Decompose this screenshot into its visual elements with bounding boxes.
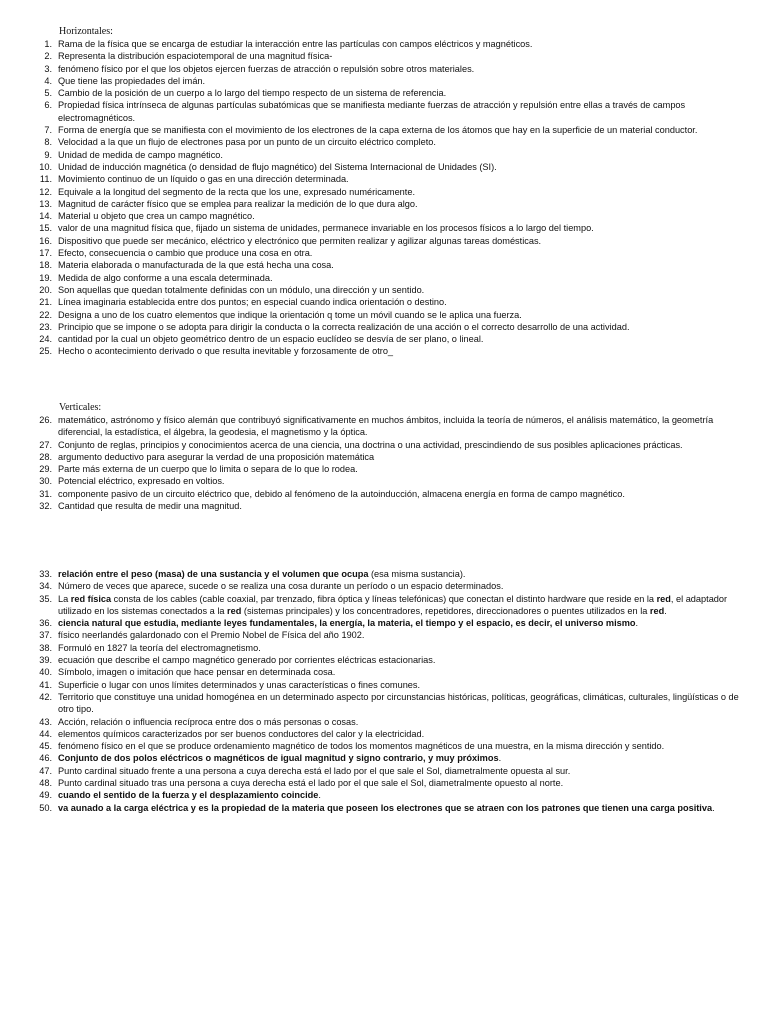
clue-item (0, 500, 768, 512)
clue-text: Movimiento continuo de un líquido o gas en una dirección determinada. (58, 174, 349, 185)
clue-number: 30. (39, 476, 52, 487)
horizontales-heading: Horizontales: (59, 26, 113, 37)
clue-item (0, 247, 768, 259)
clue-text: Efecto, consecuencia o cambio que produce una cosa en otra. (58, 248, 313, 259)
clue-text: argumento deductivo para asegurar la verdad de una proposición matemática (58, 451, 375, 462)
additional-clues-list (0, 568, 768, 814)
clue-text: elementos químicos caracterizados por ser buenos conductores del calor y la electricidad. (58, 728, 425, 739)
clue-text: Número de veces que aparece, sucede o se realiza una cosa durante un período o un espacio determinados. (58, 581, 504, 592)
clue-number: 35. (39, 593, 52, 604)
clue-item (0, 87, 768, 99)
clue-number: 24. (39, 334, 52, 345)
clue-number: 37. (39, 630, 52, 641)
clue-item (0, 321, 768, 333)
clue-item (0, 99, 768, 124)
clue-number: 38. (39, 642, 52, 653)
clue-item (0, 272, 768, 284)
clue-text: matemático, astrónomo y físico alemán que contribuyó significativamente en muchos ámbitos, incluida la teoría de números, el análisis matemático, la geometría diferencial, la estadística, el álgebra, la geodesia, el magnetismo y la óptica. (58, 415, 714, 438)
clue-number: 48. (39, 778, 52, 789)
clue-item (0, 679, 768, 691)
clue-number: 12. (39, 186, 52, 197)
clue-number: 14. (39, 211, 52, 222)
clue-text-bold: va aunado a la carga eléctrica y es la propiedad de la materia que poseen los electrones que se atraen con los patrones que tienen una carga positiva (58, 802, 713, 813)
clue-item (0, 75, 768, 87)
clue-item (0, 654, 768, 666)
clue-item (0, 691, 768, 716)
clue-number: 44. (39, 728, 52, 739)
clue-number: 50. (39, 802, 52, 813)
additional-clues-section (0, 568, 768, 814)
clue-text: Materia elaborada o manufacturada de la que está hecha una cosa. (58, 260, 334, 271)
clue-item (0, 414, 768, 439)
clue-text: Designa a uno de los cuatro elementos que indique la orientación q tome un móvil cuando se le aplica una fuerza. (58, 309, 522, 320)
clue-number: 27. (39, 439, 52, 450)
clue-number: 8. (44, 137, 52, 148)
clue-item (0, 284, 768, 296)
clue-item (0, 222, 768, 234)
clue-text-bold: cuando el sentido de la fuerza y el desplazamiento coincide (58, 790, 319, 801)
clue-item (0, 124, 768, 136)
clue-number: 15. (39, 223, 52, 234)
clue-text: Equivale a la longitud del segmento de la recta que los une, expresado numéricamente. (58, 186, 416, 197)
clue-text: Territorio que constituye una unidad homogénea en un determinado aspecto por circunstancias históricas, políticas, geográficas, climáticas, culturales, lingüísticas o de otro tipo. (58, 691, 739, 715)
clue-text: Representa la distribución espaciotemporal de una magnitud física- (58, 51, 333, 62)
clue-item (0, 439, 768, 451)
clue-text: Que tiene las propiedades del imán. (58, 75, 206, 86)
clue-text-bold: red (227, 605, 242, 616)
clue-number: 19. (39, 272, 52, 283)
clue-item (0, 345, 768, 357)
clue-number: 42. (39, 691, 52, 702)
clue-number: 33. (39, 569, 52, 579)
clue-text: Rama de la física que se encarga de estudiar la interacción entre las partículas con campos eléctricos y magnéticos. (58, 39, 533, 49)
clue-text: Material u objeto que crea un campo magnético. (58, 211, 255, 222)
clue-text: , el adaptador utilizado en los sistemas conectados a la (58, 593, 728, 616)
clue-text: Medida de algo conforme a una escala determinada. (58, 272, 273, 283)
clue-item (0, 765, 768, 777)
clue-number: 1. (44, 39, 52, 49)
clue-item (0, 617, 768, 629)
clue-item (0, 309, 768, 321)
clue-text: Principio que se impone o se adopta para dirigir la conducta o la correcta realización de una acción o el correcto desarrollo de una actividad. (58, 321, 630, 332)
clue-text: Hecho o acontecimiento derivado o que resulta inevitable y forzosamente de otro_ (58, 346, 394, 357)
clue-item (0, 333, 768, 345)
clue-number: 7. (44, 125, 52, 136)
clue-item (0, 629, 768, 641)
clue-number: 4. (44, 75, 52, 86)
clue-number: 32. (39, 501, 52, 512)
clue-text: Unidad de medida de campo magnético. (58, 149, 223, 160)
clue-item (0, 463, 768, 475)
clue-item (0, 210, 768, 222)
horizontales-section (0, 26, 768, 358)
clue-number: 46. (39, 753, 52, 764)
clue-text: Superficie o lugar con unos límites determinados y unas características o fines comunes. (58, 679, 421, 690)
clue-item (0, 475, 768, 487)
clue-item (0, 580, 768, 592)
clue-item (0, 752, 768, 764)
clue-number: 36. (39, 618, 52, 629)
clue-item (0, 38, 768, 50)
clue-item (0, 728, 768, 740)
clue-text: consta de los cables (cable coaxial, par trenzado, fibra óptica y líneas telefónicas) que conectan el distinto hardware que reside en la (111, 593, 657, 604)
clue-item (0, 451, 768, 463)
clue-item (0, 149, 768, 161)
clue-text: componente pasivo de un circuito eléctrico que, debido al fenómeno de la autoinducción, almacena energía en forma de campo magnético. (58, 488, 625, 499)
clue-text: . (712, 802, 715, 813)
clue-item (0, 740, 768, 752)
clue-text: Formuló en 1827 la teoría del electromagnetismo. (58, 642, 261, 653)
clue-number: 2. (44, 51, 52, 62)
clue-text-bold: ciencia natural que estudia, mediante leyes fundamentales, la energía, la materia, el tiempo y el espacio, es decir, el universo mismo (58, 618, 636, 629)
clue-number: 16. (39, 235, 52, 246)
clue-item (0, 642, 768, 654)
clue-number: 22. (39, 309, 52, 320)
clue-number: 3. (44, 63, 52, 74)
clue-text: Forma de energía que se manifiesta con el movimiento de los electrones de la capa externa de los átomos que hay en la superficie de un material conductor. (58, 125, 698, 136)
clue-text: fenómeno físico en el que se produce ordenamiento magnético de todos los momentos magnéticos de una muestra, en la misma dirección y sentido. (58, 741, 665, 752)
clue-text: Propiedad física intrínseca de algunas partículas subatómicas que se manifiesta mediante fuerzas de atracción y repulsión entre ellas a través de campos electromagnéticos. (58, 100, 686, 123)
clue-item (0, 777, 768, 789)
clue-number: 45. (39, 741, 52, 752)
clue-text: Línea imaginaria establecida entre dos puntos; en especial cuando indica orientación o destino. (58, 297, 447, 308)
clue-text-bold: red (649, 605, 665, 616)
clue-number: 17. (39, 248, 52, 259)
clue-text: (sistemas principales) y los concentradores, repetidores, direccionadores o puentes utilizados en la (241, 605, 650, 616)
clue-text: (esa misma sustancia). (368, 569, 466, 579)
clue-number: 6. (44, 100, 52, 111)
clue-number: 34. (39, 581, 52, 592)
clue-text: Acción, relación o influencia recíproca entre dos o más personas o cosas. (58, 716, 359, 727)
clue-text-bold: red (656, 593, 671, 604)
clue-text-bold: red física (70, 593, 112, 604)
clue-text: Potencial eléctrico, expresado en voltios. (58, 476, 225, 487)
clue-text: fenómeno físico por el que los objetos ejercen fuerzas de atracción o repulsión sobre otros materiales. (58, 63, 475, 74)
clue-text: valor de una magnitud física que, fijado un sistema de unidades, permanece invariable en los procesos físicos a lo largo del tiempo. (58, 223, 594, 234)
clue-text: Cantidad que resulta de medir una magnitud. (58, 501, 242, 512)
clue-text: . (664, 605, 667, 616)
clue-number: 20. (39, 284, 52, 295)
clue-text: ecuación que describe el campo magnético generado por corrientes eléctricas estacionarias. (58, 655, 436, 666)
verticales-section (0, 402, 768, 512)
verticales-heading: Verticales: (59, 402, 102, 413)
clue-number: 11. (39, 174, 52, 185)
clue-text: Punto cardinal situado frente a una persona a cuya derecha está el lado por el que sale el Sol, diametralmente opuesta al sur. (58, 765, 571, 776)
clue-item (0, 235, 768, 247)
clue-item (0, 161, 768, 173)
clue-text: Son aquellas que quedan totalmente definidas con un módulo, una dirección y un sentido. (58, 284, 425, 295)
clue-item (0, 789, 768, 801)
clue-number: 13. (39, 198, 52, 209)
clue-number: 28. (39, 451, 52, 462)
clue-text: Magnitud de carácter físico que se emplea para realizar la medición de lo que dura algo. (58, 198, 418, 209)
clue-item (0, 488, 768, 500)
horizontales-list (0, 38, 768, 358)
clue-item (0, 198, 768, 210)
clue-text: Símbolo, imagen o imitación que hace pensar en determinada cosa. (58, 667, 336, 678)
clue-text: físico neerlandés galardonado con el Premio Nobel de Física del año 1902. (58, 630, 365, 641)
clue-text: . (635, 618, 639, 629)
clue-number: 5. (44, 88, 52, 99)
clue-text: La (58, 593, 71, 604)
clue-number: 18. (39, 260, 52, 271)
clue-item (0, 593, 768, 618)
clue-item (0, 568, 768, 580)
clue-number: 25. (39, 346, 52, 357)
clue-text: Velocidad a la que un flujo de electrones pasa por un punto de un circuito eléctrico completo. (58, 137, 436, 148)
clue-text: Cambio de la posición de un cuerpo a lo largo del tiempo respecto de un sistema de referencia. (58, 88, 447, 99)
clue-number: 47. (39, 765, 52, 776)
clue-item (0, 666, 768, 678)
clue-item (0, 136, 768, 148)
clue-text: . (318, 790, 321, 801)
clue-number: 49. (39, 790, 52, 801)
clue-number: 23. (39, 321, 52, 332)
clue-item (0, 259, 768, 271)
clue-item (0, 802, 768, 814)
clue-number: 41. (39, 679, 52, 690)
clue-number: 43. (39, 716, 52, 727)
clue-text: Unidad de inducción magnética (o densidad de flujo magnético) del Sistema Internacional de Unidades (SI). (58, 161, 497, 172)
clue-item (0, 63, 768, 75)
clue-text: . (498, 753, 502, 764)
clue-item (0, 173, 768, 185)
clue-number: 10. (39, 161, 52, 172)
clue-item (0, 186, 768, 198)
clue-text: Dispositivo que puede ser mecánico, eléctrico y electrónico que permiten realizar y agilizar algunas tareas domésticas. (58, 235, 542, 246)
clue-number: 9. (44, 149, 52, 160)
clue-item (0, 50, 768, 62)
clue-text-bold: relación entre el peso (masa) de una sustancia y el volumen que ocupa (58, 569, 369, 579)
clue-text: Conjunto de reglas, principios y conocimientos acerca de una ciencia, una doctrina o una actividad, prescindiendo de sus posibles aplicaciones prácticas. (58, 439, 683, 450)
clue-item (0, 716, 768, 728)
verticales-list (0, 414, 768, 512)
clue-number: 26. (39, 415, 52, 425)
clue-number: 29. (39, 464, 52, 475)
clue-number: 31. (39, 488, 52, 499)
clue-number: 21. (39, 297, 52, 308)
clue-number: 39. (39, 655, 52, 666)
clue-text-bold: Conjunto de dos polos eléctricos o magnéticos de igual magnitud y signo contrario, y muy próximos (58, 753, 499, 764)
clue-text: Punto cardinal situado tras una persona a cuya derecha está el lado por el que sale el Sol, diametralmente opuesto al norte. (58, 778, 564, 789)
clue-text: Parte más externa de un cuerpo que lo limita o separa de lo que lo rodea. (58, 464, 358, 475)
clue-text: cantidad por la cual un objeto geométrico dentro de un espacio euclídeo se desvía de ser plano, o lineal. (58, 334, 484, 345)
clue-number: 40. (39, 667, 52, 678)
clue-item (0, 296, 768, 308)
